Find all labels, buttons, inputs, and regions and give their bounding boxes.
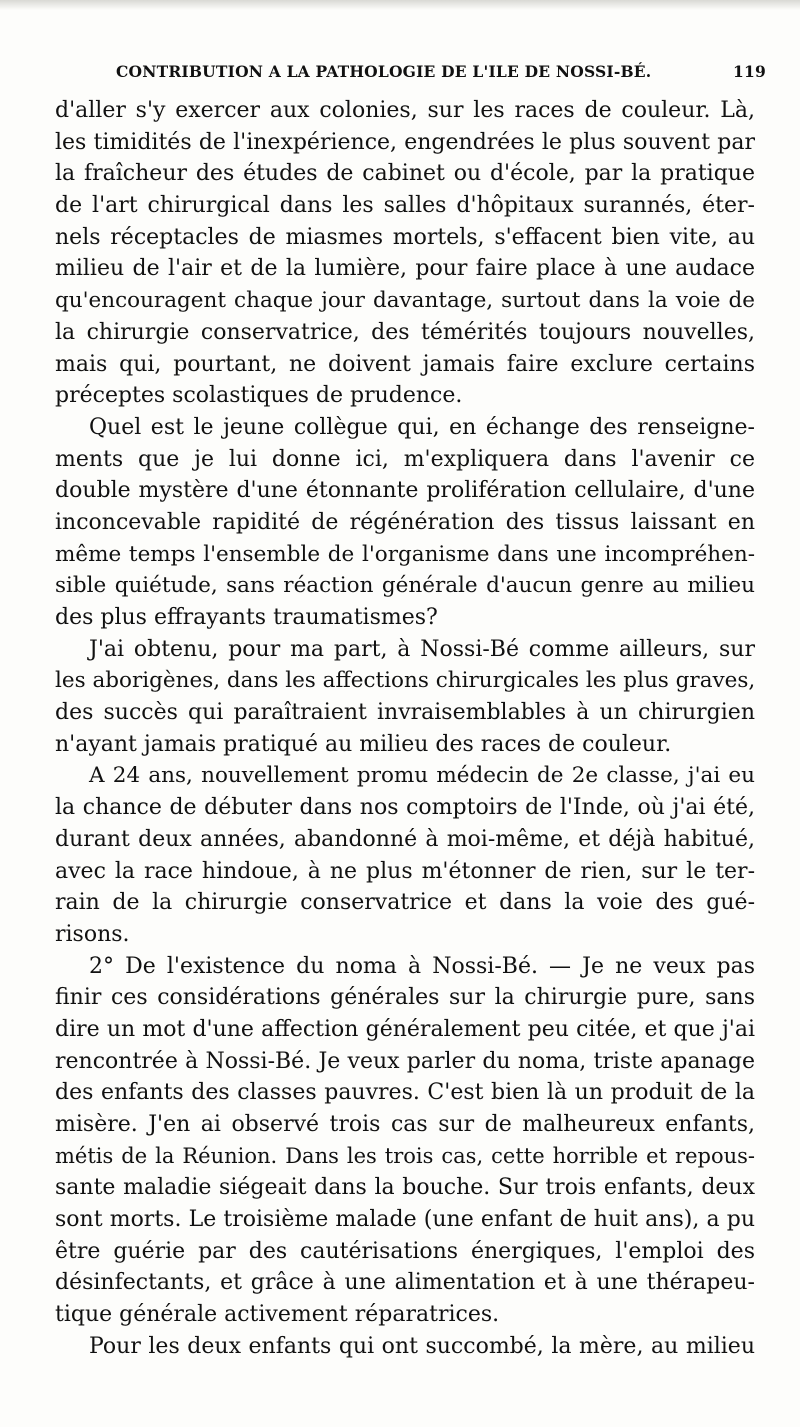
text-line: nels réceptacles de miasmes mortels, s'effacent bien vite, au <box>55 224 755 250</box>
page-top-edge <box>0 0 800 10</box>
text-line: sante maladie siégeait dans la bouche. Sur trois enfants, deux <box>55 1175 755 1201</box>
text-line: risons. <box>55 921 130 947</box>
text-line: ments que je lui donne ici, m'expliquera dans l'avenir ce <box>55 446 755 472</box>
text-line: des plus effrayants traumatismes? <box>55 605 438 630</box>
text-line: la fraîcheur des études de cabinet ou d'école, par la pratique <box>55 161 755 187</box>
text-line: n'ayant jamais pratiqué au milieu des races de couleur. <box>55 731 672 757</box>
body-text <box>55 95 755 1363</box>
paragraph-start-line: Quel est le jeune collègue qui, en échange des renseigne- <box>89 414 755 440</box>
running-head <box>116 62 766 92</box>
text-line: rain de la chirurgie conservatrice et dans la voie des gué- <box>55 890 755 916</box>
text-line: même temps l'ensemble de l'organisme dans une incompréhen- <box>55 541 755 567</box>
text-line: les timidités de l'inexpérience, engendrées le plus souvent par <box>55 129 755 155</box>
text-line: désinfectants, et grâce à une alimentation et à une thérapeu- <box>55 1270 755 1296</box>
text-line: avec la race hindoue, à ne plus m'étonner de rien, sur le ter- <box>55 858 755 884</box>
text-line: la chance de débuter dans nos comptoirs de l'Inde, où j'ai été, <box>55 795 755 821</box>
page-number: 119 <box>733 62 766 81</box>
text-line: finir ces considérations générales sur la chirurgie pure, sans <box>55 985 755 1011</box>
text-line: qu'encouragent chaque jour davantage, surtout dans la voie de <box>55 288 755 314</box>
text-line: préceptes scolastiques de prudence. <box>55 383 463 409</box>
text-line: rencontrée à Nossi-Bé. Je veux parler du noma, triste apanage <box>55 1048 755 1074</box>
text-line: les aborigènes, dans les affections chirurgicales les plus graves, <box>55 668 755 694</box>
text-line: d'aller s'y exercer aux colonies, sur les races de couleur. Là, <box>55 98 755 123</box>
paragraph-start-line: A 24 ans, nouvellement promu médecin de 2e classe, j'ai eu <box>89 763 755 789</box>
text-line: durant deux années, abandonné à moi-même, et déjà habitué, <box>55 826 755 852</box>
text-line: sont morts. Le troisième malade (une enfant de huit ans), a pu <box>55 1207 755 1233</box>
section-heading-line: 2° De l'existence du noma à Nossi-Bé. — Je ne veux pas <box>89 953 755 979</box>
text-line: sible quiétude, sans réaction générale d'aucun genre au milieu <box>55 573 755 599</box>
text-line: la chirurgie conservatrice, des témérités toujours nouvelles, <box>55 319 755 345</box>
text-line: des succès qui paraîtraient invraisemblables à un chirurgien <box>55 700 755 726</box>
running-title: CONTRIBUTION A LA PATHOLOGIE DE L'ILE DE NOSSI-BÉ. <box>116 62 652 81</box>
paragraph-start-line: Pour les deux enfants qui ont succombé, la mère, au milieu <box>89 1333 755 1359</box>
text-line: milieu de l'air et de la lumière, pour faire place à une audace <box>55 256 755 282</box>
paragraph-start-line: J'ai obtenu, pour ma part, à Nossi-Bé comme ailleurs, sur <box>89 636 755 662</box>
text-line: des enfants des classes pauvres. C'est bien là un produit de la <box>55 1080 755 1106</box>
text-line: métis de la Réunion. Dans les trois cas, cette horrible et repous- <box>55 1143 755 1168</box>
text-line: double mystère d'une étonnante prolifération cellulaire, d'une <box>55 478 755 504</box>
text-line: inconcevable rapidité de régénération des tissus laissant en <box>55 509 755 535</box>
text-line: de l'art chirurgical dans les salles d'hôpitaux surannés, éter- <box>55 193 755 219</box>
text-line: dire un mot d'une affection généralement peu citée, et que j'ai <box>55 1016 755 1042</box>
text-line: mais qui, pourtant, ne doivent jamais faire exclure certains <box>55 351 755 377</box>
text-line: être guérie par des cautérisations énergiques, l'emploi des <box>55 1238 755 1264</box>
text-line: tique générale activement réparatrices. <box>55 1302 500 1328</box>
text-line: misère. J'en ai observé trois cas sur de malheureux enfants, <box>55 1112 755 1137</box>
